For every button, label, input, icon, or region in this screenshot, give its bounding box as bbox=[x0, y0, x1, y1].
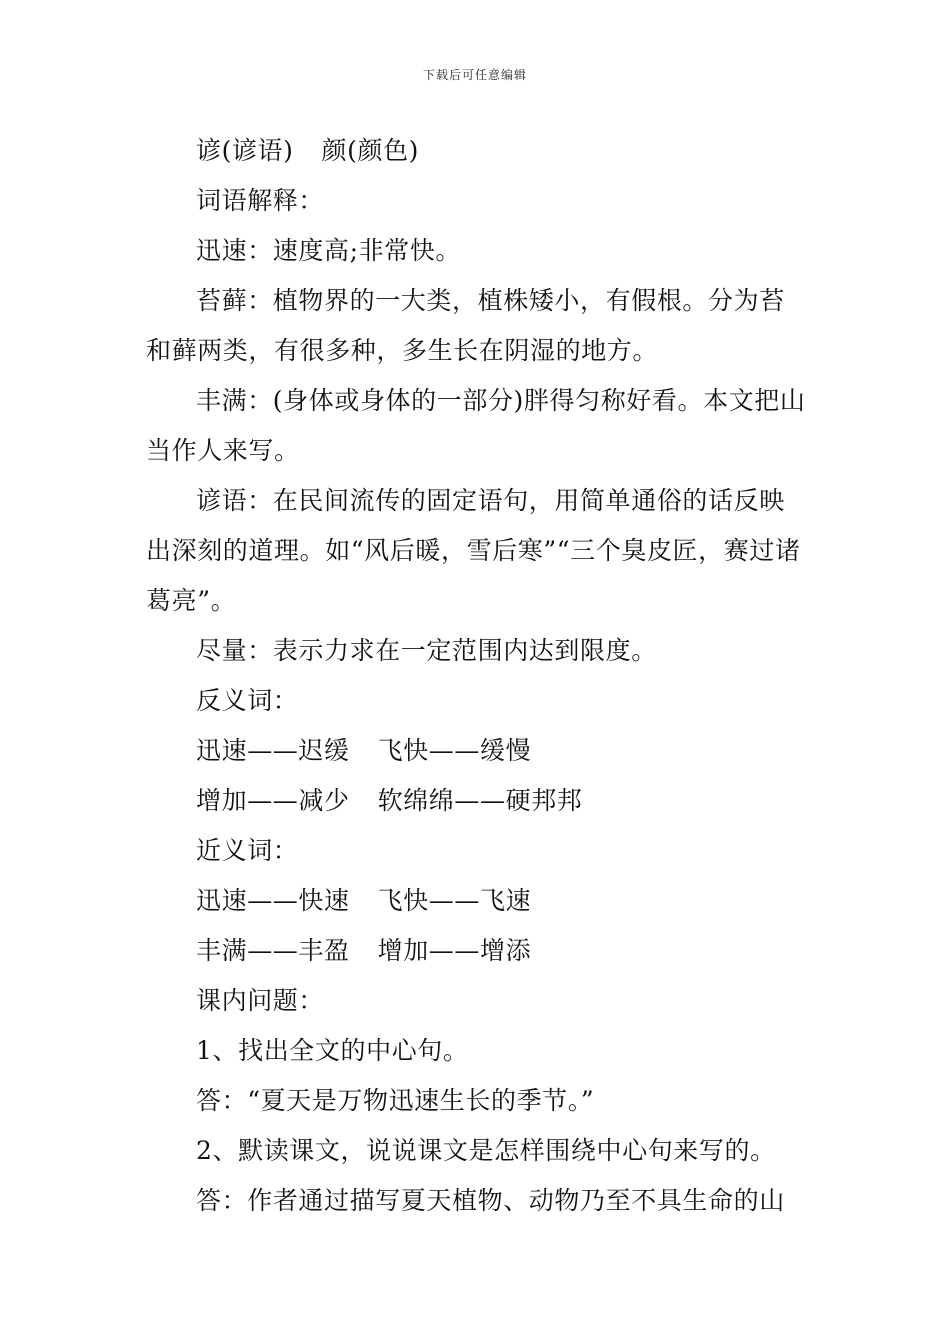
answer-1: 答：“夏天是万物迅速生长的季节。” bbox=[196, 1086, 595, 1115]
synonym-pair: 增加——增添 bbox=[377, 936, 532, 965]
synonym-pair: 迅速——快速 bbox=[196, 886, 350, 915]
vocab-heading: 词语解释： bbox=[196, 186, 325, 215]
question-2: 2、默读课文，说说课文是怎样围绕中心句来写的。 bbox=[196, 1136, 776, 1165]
definition-yanyu: 谚语：在民间流传的固定语句，用简单通俗的话反映出深刻的道理。如“风后暖，雪后寒”“三个臭皮匠，赛过诸葛亮”。 bbox=[146, 486, 801, 615]
synonym-pair: 飞快——飞速 bbox=[377, 886, 532, 915]
question-1: 1、找出全文的中心句。 bbox=[196, 1036, 469, 1065]
antonyms-heading: 反义词： bbox=[196, 686, 299, 715]
antonym-pair: 迅速——迟缓 bbox=[196, 736, 350, 765]
definition-taixian: 苔藓：植物界的一大类，植株矮小，有假根。分为苔和藓两类，有很多种，多生长在阴湿的地方。 bbox=[146, 286, 785, 365]
synonym-row bbox=[146, 876, 806, 926]
antonym-pair: 增加——减少 bbox=[196, 786, 350, 815]
antonym-row bbox=[146, 776, 806, 826]
page-header: 下载后可任意编辑 bbox=[422, 68, 527, 82]
char-word-pair-2: 颜(颜色) bbox=[321, 136, 420, 165]
char-word-pair-1: 谚(谚语) bbox=[196, 136, 294, 165]
antonym-pair: 软绵绵——硬邦邦 bbox=[377, 786, 583, 815]
definition-fengman: 丰满：(身体或身体的一部分)胖得匀称好看。本文把山当作人来写。 bbox=[146, 386, 806, 465]
antonym-row bbox=[146, 726, 806, 776]
definition-xunsu: 迅速：速度高;非常快。 bbox=[196, 236, 462, 265]
antonym-pair: 飞快——缓慢 bbox=[377, 736, 532, 765]
document-body bbox=[146, 126, 806, 1226]
synonym-row bbox=[146, 926, 806, 976]
synonym-pair: 丰满——丰盈 bbox=[196, 936, 350, 965]
synonyms-heading: 近义词： bbox=[196, 836, 299, 865]
pinyin-line bbox=[146, 126, 806, 176]
questions-heading: 课内问题： bbox=[196, 986, 325, 1015]
answer-2: 答：作者通过描写夏天植物、动物乃至不具生命的山 bbox=[196, 1186, 785, 1215]
definition-jinliang: 尽量：表示力求在一定范围内达到限度。 bbox=[196, 636, 657, 665]
